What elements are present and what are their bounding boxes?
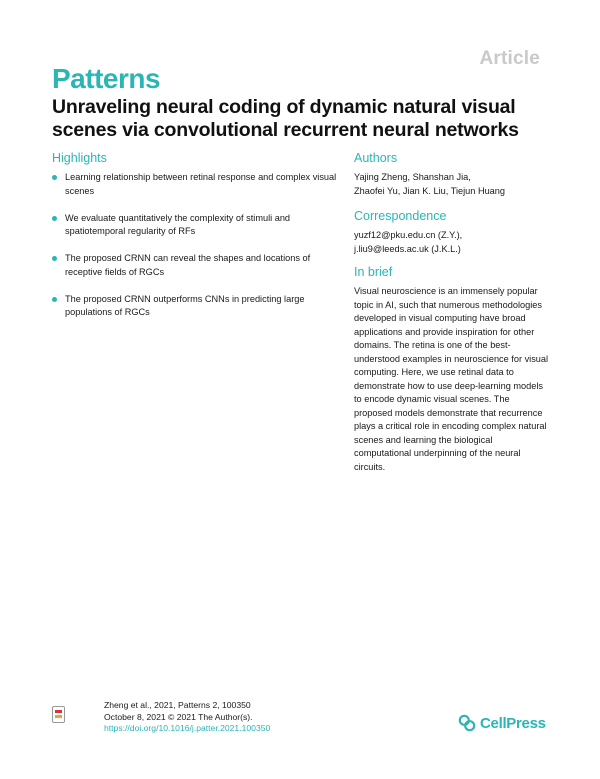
in-brief-section (354, 265, 549, 474)
highlight-text: Learning relationship between retinal response and complex visual scenes (65, 172, 337, 196)
correspondence-email-2[interactable]: j.liu9@leeds.ac.uk (J.K.L.) (354, 243, 461, 254)
citation-line: Zheng et al., 2021, Patterns 2, 100350 (104, 700, 251, 710)
correspondence-heading: Correspondence (354, 209, 447, 223)
article-type-label: Article (479, 48, 540, 69)
highlights-section (52, 151, 337, 333)
cellpress-mark-icon (458, 714, 476, 732)
highlight-text: The proposed CRNN outperforms CNNs in predicting large populations of RGCs (65, 293, 305, 317)
highlights-list (52, 171, 337, 320)
bullet-icon (52, 175, 57, 180)
authors-heading: Authors (354, 151, 398, 165)
bullet-icon (52, 216, 57, 221)
highlight-item (52, 212, 337, 239)
correspondence-section (354, 209, 549, 256)
in-brief-text: Visual neuroscience is an immensely popular topic in AI, such that numerous methodologies developed in visual computing have broad applications and provide inspiration for other domains. The retina is one of the best-understood examples in neuroscience for visual computing. Here, we use retinal data to demonstrate how to use deep-learning models to encode dynamic visual scenes. The proposed models demonstrate that recurrence plays a critical role in encoding complex natural scenes and learning the biological computational underpinning of the neural circuits. (354, 286, 549, 472)
cellpress-logo (458, 712, 546, 734)
publisher-name: CellPress (480, 714, 546, 732)
authors-line-2: Zhaofei Yu, Jian K. Liu, Tiejun Huang (354, 185, 506, 196)
in-brief-heading: In brief (354, 265, 393, 279)
highlight-text: The proposed CRNN can reveal the shapes and locations of receptive fields of RGCs (65, 253, 311, 277)
correspondence-email-1[interactable]: yuzf12@pku.edu.cn (Z.Y.), (354, 230, 463, 240)
highlight-item (52, 252, 337, 279)
open-access-badge-icon (52, 706, 65, 723)
highlight-text: We evaluate quantitatively the complexity of stimuli and spatiotemporal regularity of RFs (65, 212, 291, 236)
authors-section (354, 151, 549, 198)
highlights-heading: Highlights (52, 151, 107, 165)
bullet-icon (52, 256, 57, 261)
highlight-item (52, 171, 337, 198)
right-column (354, 151, 549, 474)
date-copyright-line: October 8, 2021 © 2021 The Author(s). (104, 711, 253, 722)
authors-line-1: Yajing Zheng, Shanshan Jia, (354, 172, 471, 182)
highlight-item (52, 293, 337, 320)
journal-name: Patterns (52, 63, 161, 94)
doi-link[interactable]: https://doi.org/10.1016/j.patter.2021.100350 (104, 723, 271, 733)
paper-title: Unraveling neural coding of dynamic natural visual scenes via convolutional recurrent neural networks (52, 96, 519, 141)
bullet-icon (52, 297, 57, 302)
